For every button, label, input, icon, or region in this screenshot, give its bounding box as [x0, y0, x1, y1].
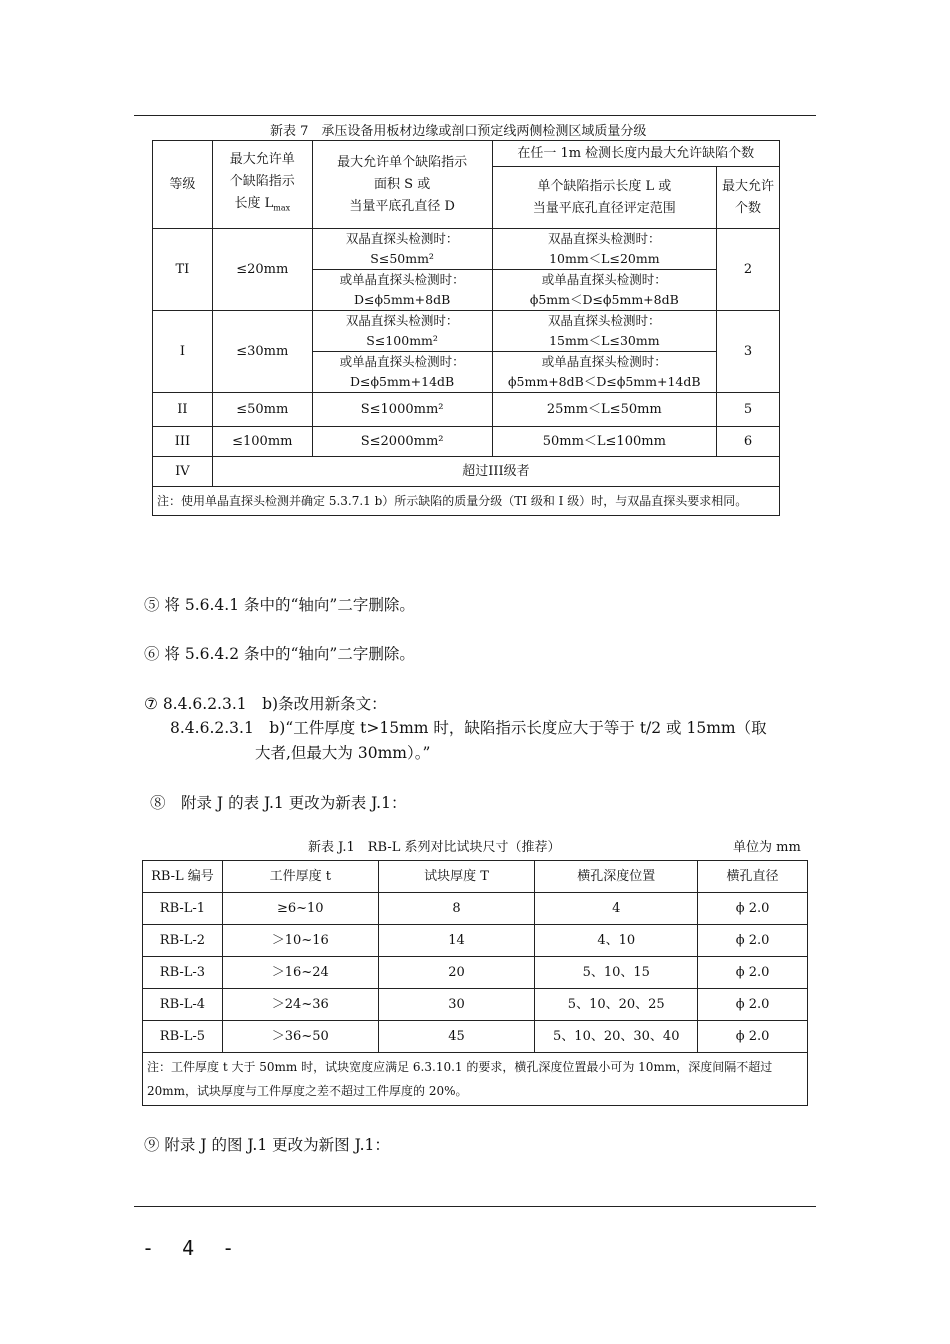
- cell: 5、10、20、25: [535, 989, 698, 1021]
- table7-caption: 新表 7 承压设备用板材边缘或剖口预定线两侧检测区域质量分级: [270, 124, 647, 139]
- cell: RB-L-2: [143, 925, 223, 957]
- rbl-block-table: [142, 860, 808, 1106]
- tablej-caption: 新表 J.1 RB-L 系列对比试块尺寸（推荐）: [308, 840, 561, 855]
- area-cell: 或单晶直探头检测时： D≤ϕ5mm+8dB: [312, 270, 492, 311]
- item-7-text: 8.4.6.2.3.1 b)“工件厚度 t>15mm 时，缺陷指示长度应大于等于 t/2 或 15mm（取: [170, 719, 767, 737]
- item-6: ⑥ 将 5.6.4.2 条中的“轴向”二字删除。: [144, 645, 415, 663]
- header-hole-depth: 横孔深度位置: [535, 861, 698, 893]
- header-max-area: 最大允许单个缺陷指示 面积 S 或 当量平底孔直径 D: [312, 141, 492, 229]
- grade-cell: IV: [153, 457, 213, 487]
- range-cell: 50mm＜L≤100mm: [492, 427, 717, 457]
- range-cell: 双晶直探头检测时： 10mm＜L≤20mm: [492, 229, 717, 270]
- cell: ＞24~36: [222, 989, 378, 1021]
- cell: RB-L-1: [143, 893, 223, 925]
- tablej-note: 注：工件厚度 t 大于 50mm 时，试块宽度应满足 6.3.10.1 的要求，横孔深度位置最小可为 10mm，深度间隔不超过 20mm，试块厚度与工件厚度之差不超过工件厚度的 20%。: [143, 1053, 808, 1106]
- item-8: ⑧ 附录 J 的表 J.1 更改为新表 J.1：: [150, 794, 407, 812]
- table-row: [143, 925, 808, 957]
- cell: ϕ 2.0: [698, 893, 808, 925]
- cell: 4: [535, 893, 698, 925]
- count-cell: 6: [717, 427, 780, 457]
- tablej-unit: 单位为 mm: [733, 840, 801, 855]
- grade-cell: I: [153, 311, 213, 393]
- item-9: ⑨ 附录 J 的图 J.1 更改为新图 J.1：: [144, 1136, 390, 1154]
- cell: ＞16~24: [222, 957, 378, 989]
- cell: ϕ 2.0: [698, 989, 808, 1021]
- item-7-heading: ⑦ 8.4.6.2.3.1 b)条改用新条文：: [144, 695, 387, 713]
- range-cell: 25mm＜L≤50mm: [492, 393, 717, 427]
- cell: RB-L-5: [143, 1021, 223, 1053]
- cell: 14: [378, 925, 535, 957]
- header-range: 单个缺陷指示长度 L 或 当量平底孔直径评定范围: [492, 167, 717, 229]
- cell: ϕ 2.0: [698, 1021, 808, 1053]
- cell: RB-L-3: [143, 957, 223, 989]
- table-row: [143, 989, 808, 1021]
- bottom-rule: [134, 1206, 816, 1207]
- area-cell: 双晶直探头检测时： S≤50mm²: [312, 229, 492, 270]
- header-max-length: 最大允许单 个缺陷指示 长度 $L_{max}$: [212, 141, 312, 229]
- cell: 45: [378, 1021, 535, 1053]
- item-5: ⑤ 将 5.6.4.1 条中的“轴向”二字删除。: [144, 596, 415, 614]
- grade-cell: II: [153, 393, 213, 427]
- cell: 8: [378, 893, 535, 925]
- page-number: - 4 -: [142, 1236, 243, 1260]
- cell: ϕ 2.0: [698, 925, 808, 957]
- count-cell: 3: [717, 311, 780, 393]
- cell: 5、10、20、30、40: [535, 1021, 698, 1053]
- cell: 4、10: [535, 925, 698, 957]
- area-cell: S≤1000mm²: [312, 393, 492, 427]
- header-block-thickness: 试块厚度 T: [378, 861, 535, 893]
- area-cell: 或单晶直探头检测时： D≤ϕ5mm+14dB: [312, 352, 492, 393]
- quality-grade-table: [152, 140, 780, 516]
- header-workpiece-thickness: 工件厚度 t: [222, 861, 378, 893]
- cell: RB-L-4: [143, 989, 223, 1021]
- cell: ≥6~10: [222, 893, 378, 925]
- header-hole-diameter: 横孔直径: [698, 861, 808, 893]
- header-grade: 等级: [153, 141, 213, 229]
- cell: ＞10~16: [222, 925, 378, 957]
- header-id: RB-L 编号: [143, 861, 223, 893]
- table-row: [143, 1021, 808, 1053]
- table7-note: 注：使用单晶直探头检测并确定 5.3.7.1 b）所示缺陷的质量分级（TI 级和 I 级）时，与双晶直探头要求相同。: [153, 487, 780, 516]
- table-row: [143, 893, 808, 925]
- length-cell: ≤50mm: [212, 393, 312, 427]
- length-cell: ≤30mm: [212, 311, 312, 393]
- cell: ϕ 2.0: [698, 957, 808, 989]
- top-rule: [134, 115, 816, 116]
- range-cell: 双晶直探头检测时： 15mm＜L≤30mm: [492, 311, 717, 352]
- count-cell: 2: [717, 229, 780, 311]
- grade-iv-text: 超过III级者: [212, 457, 779, 487]
- area-cell: S≤2000mm²: [312, 427, 492, 457]
- grade-cell: TI: [153, 229, 213, 311]
- cell: 30: [378, 989, 535, 1021]
- header-per-meter: 在任一 1m 检测长度内最大允许缺陷个数: [492, 141, 780, 167]
- area-cell: 双晶直探头检测时： S≤100mm²: [312, 311, 492, 352]
- range-cell: 或单晶直探头检测时： ϕ5mm＜D≤ϕ5mm+8dB: [492, 270, 717, 311]
- length-cell: ≤20mm: [212, 229, 312, 311]
- header-count: 最大允许 个数: [717, 167, 780, 229]
- cell: ＞36~50: [222, 1021, 378, 1053]
- length-cell: ≤100mm: [212, 427, 312, 457]
- grade-cell: III: [153, 427, 213, 457]
- cell: 20: [378, 957, 535, 989]
- item-7-text-cont: 大者,但最大为 30mm）。”: [255, 744, 431, 762]
- range-cell: 或单晶直探头检测时： ϕ5mm+8dB＜D≤ϕ5mm+14dB: [492, 352, 717, 393]
- count-cell: 5: [717, 393, 780, 427]
- cell: 5、10、15: [535, 957, 698, 989]
- table-row: [143, 957, 808, 989]
